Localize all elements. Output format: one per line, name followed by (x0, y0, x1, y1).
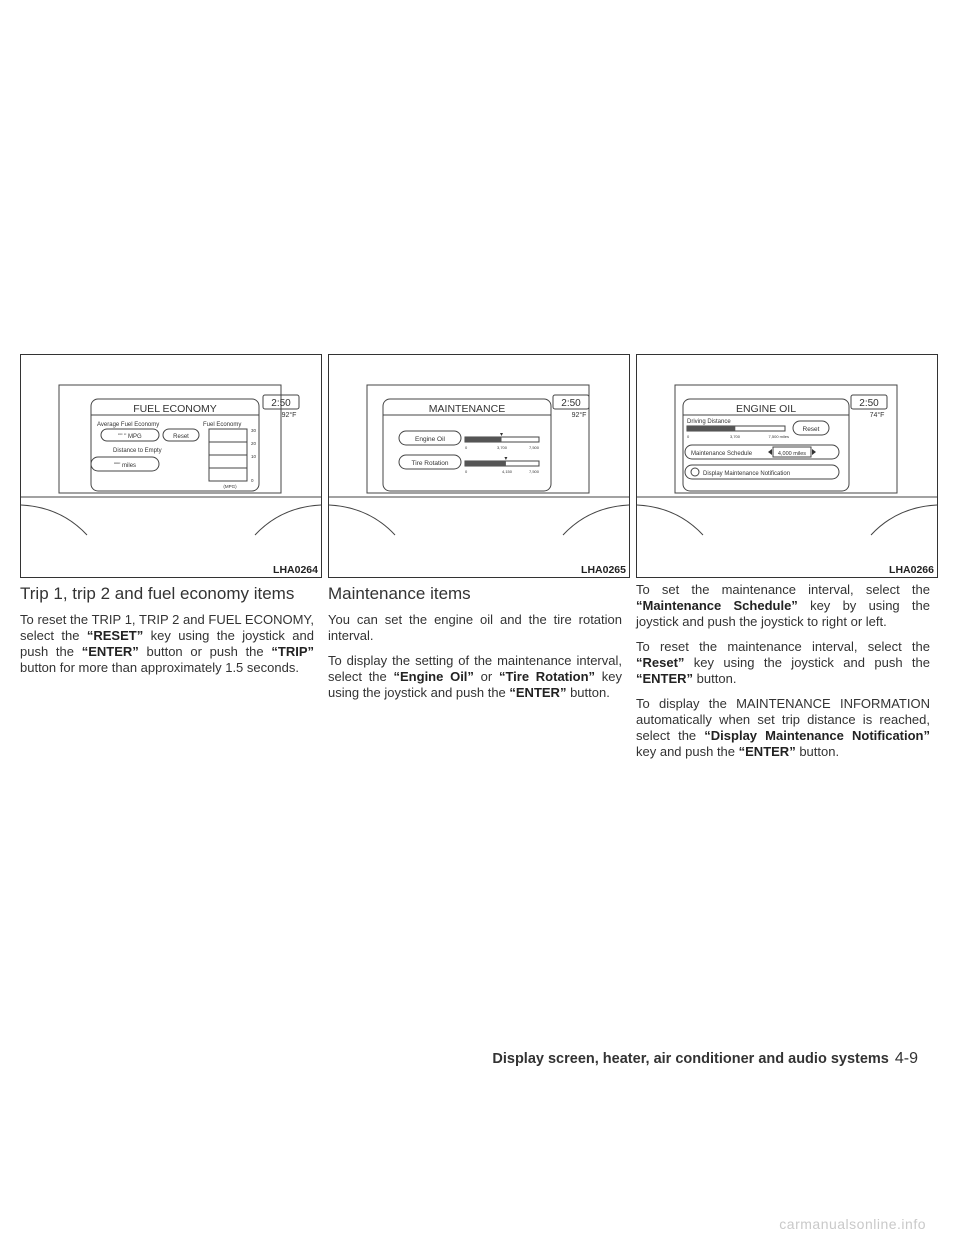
miles-value: """ miles (113, 463, 137, 469)
bezel-curve-right (255, 505, 321, 535)
schedule-label: Maintenance Schedule (691, 451, 753, 457)
avg-fuel-label: Average Fuel Economy (97, 422, 160, 428)
bar-tick: 0 (251, 478, 254, 483)
reset-key: Reset (173, 434, 189, 440)
tire-scale-mid: 4,150 (501, 469, 513, 474)
bar-tick: 20 (251, 441, 257, 446)
engine-oil-key: Engine Oil (415, 436, 445, 443)
section-heading: Maintenance items (328, 584, 471, 603)
distance-scale-max: 7,500 miles (768, 434, 789, 439)
fuel-economy-screen (21, 355, 321, 577)
fuel-economy-label: Fuel Economy (203, 422, 242, 428)
page-number: 4-9 (894, 1050, 918, 1067)
screen-title: FUEL ECONOMY (133, 403, 217, 415)
mpg-value: "" " MPG (118, 434, 142, 440)
column-engine-oil (636, 582, 930, 769)
paragraph: To display the setting of the maintenance interval, select the “Engine Oil” or “Tire Rotation” key using the joystick and push the “ENTER” button. (328, 653, 622, 700)
reset-key: Reset (802, 426, 820, 433)
section-heading: Trip 1, trip 2 and fuel economy items (20, 584, 295, 603)
schedule-arrow-left-icon (768, 449, 772, 455)
footer-section-title: Display screen, heater, air conditioner and audio systems (492, 1051, 889, 1067)
screen-title: MAINTENANCE (428, 403, 506, 415)
clock: 2:50 (859, 398, 879, 409)
bezel-curve-right (871, 505, 937, 535)
bezel-curve-left (329, 505, 395, 535)
temperature: 74°F (869, 412, 885, 419)
bar-unit: (MPG) (223, 484, 237, 489)
schedule-arrow-right-icon (812, 449, 816, 455)
bezel-curve-left (637, 505, 703, 535)
tire-scale-min: 0 (465, 469, 468, 474)
oil-scale-mid: 3,700 (496, 445, 508, 450)
tire-scale-max: 7,500 (528, 469, 539, 474)
figure-maintenance (328, 354, 630, 578)
bar-tick: 10 (251, 454, 257, 459)
oil-scale-min: 0 (465, 445, 468, 450)
engine-oil-screen (637, 355, 937, 577)
distance-scale-mid: 3,700 (729, 434, 741, 439)
oil-scale-max: 7,500 (528, 445, 539, 450)
clock: 2:50 (561, 398, 581, 409)
paragraph: To set the maintenance interval, select the “Maintenance Schedule” key by using the joystick and push the joystick to right or left. (636, 582, 930, 629)
schedule-value: 4,000 miles (777, 451, 807, 457)
figure-id: LHA0264 (270, 563, 321, 577)
temperature: 92°F (281, 412, 297, 419)
distance-progress-fill (687, 426, 735, 431)
figure-fuel-economy (20, 354, 322, 578)
screen-title: ENGINE OIL (735, 403, 797, 415)
figure-id: LHA0265 (578, 563, 629, 577)
notification-key: Display Maintenance Notification (703, 471, 791, 477)
paragraph: To reset the maintenance interval, select the “Reset” key using the joystick and push the “ENTER” button. (636, 639, 930, 686)
driving-distance-label: Driving Distance (687, 419, 731, 425)
temperature: 92°F (571, 412, 587, 419)
notification-checkbox-icon (691, 468, 699, 476)
oil-marker (500, 433, 503, 436)
watermark: carmanualsonline.info (779, 1216, 926, 1232)
tire-rotation-key: Tire Rotation (411, 460, 449, 467)
dte-label: Distance to Empty (113, 448, 162, 454)
paragraph: You can set the engine oil and the tire rotation interval. (328, 612, 622, 643)
maintenance-screen (329, 355, 629, 577)
column-maintenance (328, 584, 622, 710)
figure-id: LHA0266 (886, 563, 937, 577)
bezel-curve-left (21, 505, 87, 535)
figure-engine-oil (636, 354, 938, 578)
column-trip-fuel (20, 584, 314, 685)
paragraph: To reset the TRIP 1, TRIP 2 and FUEL ECONOMY, select the “RESET” key using the joystick and push the “ENTER” button or push the “TRIP” button for more than approximately 1.5 seconds. (20, 612, 314, 675)
page-footer (492, 1050, 918, 1068)
distance-scale-min: 0 (687, 434, 690, 439)
oil-progress-fill (465, 437, 502, 442)
bezel-curve-right (563, 505, 629, 535)
clock: 2:50 (271, 398, 291, 409)
bar-tick: 30 (251, 428, 257, 433)
tire-progress-fill (465, 461, 506, 466)
paragraph: To display the MAINTENANCE INFORMATION automatically when set trip distance is reached, select the “Display Maintenance Notification” key and push the “ENTER” button. (636, 696, 930, 759)
tire-marker (504, 457, 507, 460)
